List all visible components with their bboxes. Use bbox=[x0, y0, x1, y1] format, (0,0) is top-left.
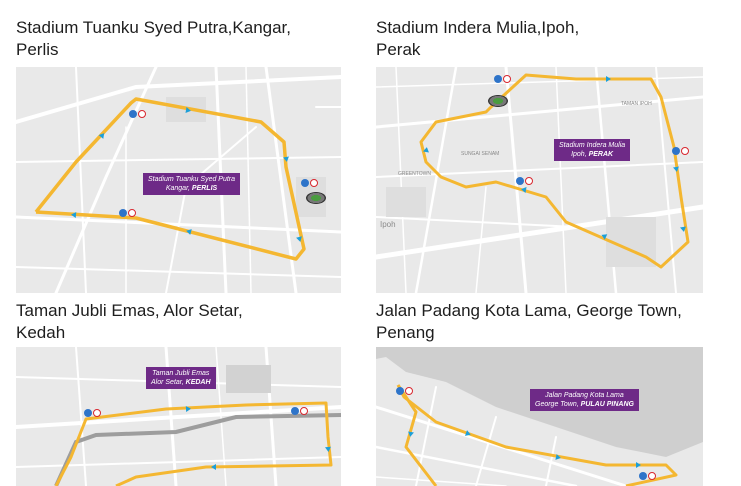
panel-title-line1: Taman Jubli Emas, Alor Setar, bbox=[16, 301, 243, 320]
callout-line2: Kangar, bbox=[165, 185, 192, 192]
callout-line1: Stadium Tuanku Syed Putra bbox=[148, 176, 236, 183]
parking-icon bbox=[301, 179, 309, 187]
parking-first-aid-icon bbox=[639, 472, 657, 481]
parking-icon bbox=[129, 110, 137, 118]
map-label-greentown: GREENTOWN bbox=[398, 171, 431, 177]
callout-state: PULAU PINANG bbox=[580, 401, 634, 408]
pond bbox=[226, 365, 271, 393]
panel-title-perlis bbox=[16, 17, 291, 61]
callout-perlis bbox=[143, 173, 240, 195]
callout-line1: Taman Jubli Emas bbox=[152, 370, 210, 377]
parking-first-aid-icon bbox=[494, 75, 512, 84]
map-perak-svg bbox=[376, 67, 703, 293]
panel-title-perak bbox=[376, 17, 579, 61]
callout-line1: Jalan Padang Kota Lama bbox=[545, 392, 624, 399]
callout-line2: George Town, bbox=[535, 401, 581, 408]
map-label-ipoh: Ipoh bbox=[380, 220, 396, 229]
parking-first-aid-icon bbox=[129, 110, 147, 119]
first-aid-icon bbox=[503, 75, 511, 83]
panel-title-kedah bbox=[16, 300, 243, 344]
parking-first-aid-icon bbox=[301, 179, 319, 188]
map-penang[interactable] bbox=[376, 347, 703, 486]
stadium-icon bbox=[306, 192, 326, 204]
parking-first-aid-icon bbox=[672, 147, 690, 156]
parking-first-aid-icon bbox=[516, 177, 534, 186]
first-aid-icon bbox=[310, 179, 318, 187]
parking-icon bbox=[119, 209, 127, 217]
callout-line2: Alor Setar, bbox=[151, 379, 186, 386]
stadium-icon bbox=[488, 95, 508, 107]
panel-title-line1: Stadium Indera Mulia,Ipoh, bbox=[376, 18, 580, 37]
map-perak[interactable] bbox=[376, 67, 703, 293]
map-label-sungai-senam: SUNGAI SENAM bbox=[461, 151, 500, 157]
parking-first-aid-icon bbox=[291, 407, 309, 416]
parking-icon bbox=[396, 387, 404, 395]
panel-title-line2: Perlis bbox=[16, 40, 59, 59]
first-aid-icon bbox=[138, 110, 146, 118]
panel-title-line2: Perak bbox=[376, 40, 421, 59]
callout-state: PERAK bbox=[588, 151, 614, 158]
parking-icon bbox=[84, 409, 92, 417]
parking-icon bbox=[291, 407, 299, 415]
first-aid-icon bbox=[300, 407, 308, 415]
first-aid-icon bbox=[405, 387, 413, 395]
callout-perak bbox=[554, 139, 630, 161]
parking-icon bbox=[639, 472, 647, 480]
map-perlis[interactable] bbox=[16, 67, 341, 293]
parking-first-aid-icon bbox=[119, 209, 137, 218]
callout-line2: Ipoh, bbox=[571, 151, 589, 158]
map-label-taman-ipoh: TAMAN IPOH bbox=[621, 101, 652, 107]
first-aid-icon bbox=[525, 177, 533, 185]
first-aid-icon bbox=[128, 209, 136, 217]
parking-icon bbox=[516, 177, 524, 185]
callout-penang bbox=[530, 389, 639, 411]
panel-title-line2: Penang bbox=[376, 323, 435, 342]
map-kedah[interactable] bbox=[16, 347, 341, 486]
map-penang-svg bbox=[376, 347, 703, 486]
callout-kedah bbox=[146, 367, 216, 389]
parking-icon bbox=[494, 75, 502, 83]
parking-first-aid-icon bbox=[84, 409, 102, 418]
panel-title-line2: Kedah bbox=[16, 323, 66, 342]
callout-state: KEDAH bbox=[185, 379, 211, 386]
callout-line1: Stadium Indera Mulia bbox=[559, 142, 626, 149]
first-aid-icon bbox=[681, 147, 689, 155]
panel-title-penang bbox=[376, 300, 682, 344]
panel-title-line1: Jalan Padang Kota Lama, George Town, bbox=[376, 301, 682, 320]
parking-icon bbox=[672, 147, 680, 155]
parking-first-aid-icon bbox=[396, 387, 414, 396]
first-aid-icon bbox=[648, 472, 656, 480]
first-aid-icon bbox=[93, 409, 101, 417]
callout-state: PERLIS bbox=[191, 185, 218, 192]
panel-title-line1: Stadium Tuanku Syed Putra,Kangar, bbox=[16, 18, 292, 37]
